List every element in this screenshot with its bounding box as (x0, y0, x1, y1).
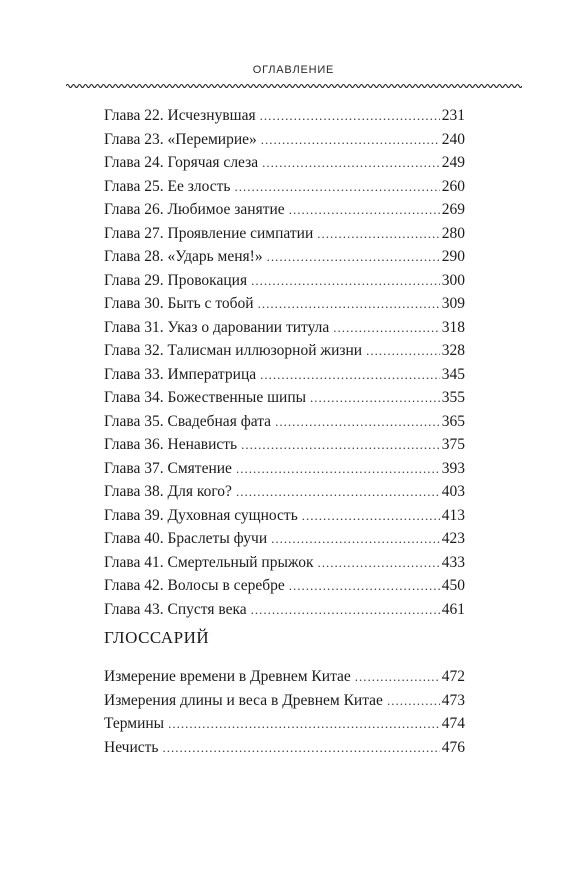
entry-title: Глава 32. Талисман иллюзорной жизни (104, 342, 363, 359)
dot-leader (251, 598, 440, 622)
dot-leader (310, 386, 440, 410)
toc-chapter-entry (104, 504, 465, 528)
entry-page-number: 474 (441, 715, 465, 732)
entry-title: Измерение времени в Древнем Китае (104, 668, 351, 685)
entry-title: Глава 41. Смертельный прыжок (104, 553, 314, 571)
toc-chapter-entry (104, 433, 465, 457)
entry-page-number: 355 (441, 389, 465, 406)
dot-leader (258, 292, 440, 316)
entry-title: Глава 43. Спустя века (104, 600, 247, 618)
entry-title: Глава 23. «Перемирие» (104, 130, 257, 148)
toc-chapter-entry (104, 339, 465, 363)
entry-page-number: 300 (441, 271, 465, 289)
entry-title: Глава 28. «Ударь меня!» (104, 248, 263, 265)
dot-leader (236, 480, 440, 504)
dot-leader (289, 198, 440, 222)
entry-page-number: 290 (441, 248, 465, 265)
dot-leader (163, 736, 440, 760)
entry-page-number: 413 (441, 506, 465, 524)
entry-title: Глава 24. Горячая слеза (104, 154, 259, 171)
running-head: ОГЛАВЛЕНИЕ (252, 64, 335, 76)
wavy-divider (66, 81, 522, 91)
entry-page-number: 231 (441, 107, 465, 124)
entry-page-number: 365 (441, 412, 465, 430)
entry-page-number: 393 (441, 459, 465, 477)
toc-chapter-entry (104, 574, 465, 598)
entry-title: Глава 31. Указ о даровании титула (104, 318, 330, 336)
entry-page-number: 240 (441, 130, 465, 148)
toc-chapter-entry (104, 410, 465, 434)
entry-page-number: 476 (441, 738, 465, 756)
toc-chapter-entry (104, 386, 465, 410)
entry-title: Глава 27. Проявление симпатии (104, 224, 314, 242)
entry-title: Глава 26. Любимое занятие (104, 201, 285, 218)
entry-title: Глава 33. Императрица (104, 365, 257, 383)
toc-chapter-entry (104, 222, 465, 246)
toc-chapter-entry (104, 269, 465, 293)
dot-leader (355, 665, 440, 689)
dot-leader (387, 689, 440, 713)
dot-leader (289, 574, 440, 598)
toc-chapter-entry (104, 551, 465, 575)
entry-page-number: 260 (441, 177, 465, 195)
entry-page-number: 280 (441, 224, 465, 242)
toc-chapter-list (104, 104, 465, 621)
toc-chapter-entry (104, 363, 465, 387)
dot-leader (261, 128, 440, 152)
toc-chapter-entry (104, 198, 465, 222)
dot-leader (267, 245, 440, 269)
entry-title: Глава 38. Для кого? (104, 483, 232, 500)
entry-page-number: 403 (441, 483, 465, 500)
toc-chapter-entry (104, 457, 465, 481)
dot-leader (271, 527, 440, 551)
entry-title: Измерения длины и веса в Древнем Китае (104, 691, 383, 709)
dot-leader (168, 712, 440, 736)
dot-leader (366, 339, 440, 363)
toc-chapter-entry (104, 292, 465, 316)
toc-chapter-entry (104, 316, 465, 340)
entry-page-number: 450 (441, 577, 465, 594)
entry-page-number: 473 (441, 691, 465, 709)
toc-glossary-entry (104, 736, 465, 760)
entry-page-number: 318 (441, 318, 465, 336)
toc-chapter-entry (104, 480, 465, 504)
toc-chapter-entry (104, 151, 465, 175)
entry-page-number: 269 (441, 201, 465, 218)
entry-page-number: 249 (441, 154, 465, 171)
entry-page-number: 472 (441, 668, 465, 685)
entry-title: Глава 39. Духовная сущность (104, 506, 298, 524)
entry-page-number: 345 (441, 365, 465, 383)
entry-title: Глава 40. Браслеты фучи (104, 530, 268, 547)
dot-leader (260, 104, 440, 128)
entry-page-number: 461 (441, 600, 465, 618)
entry-page-number: 309 (441, 295, 465, 312)
entry-page-number: 433 (441, 553, 465, 571)
entry-page-number: 423 (441, 530, 465, 547)
glossary-heading: ГЛОССАРИЙ (104, 628, 210, 647)
dot-leader (333, 316, 439, 340)
toc-chapter-entry (104, 527, 465, 551)
dot-leader (262, 151, 440, 175)
toc-chapter-entry (104, 245, 465, 269)
dot-leader (318, 551, 440, 575)
entry-title: Глава 25. Ее злость (104, 177, 231, 195)
dot-leader (275, 410, 440, 434)
toc-glossary-entry (104, 712, 465, 736)
dot-leader (251, 269, 440, 293)
entry-title: Глава 34. Божественные шипы (104, 389, 307, 406)
entry-title: Глава 29. Провокация (104, 271, 248, 289)
entry-title: Глава 22. Исчезнувшая (104, 107, 256, 124)
dot-leader (234, 175, 439, 199)
toc-chapter-entry (104, 598, 465, 622)
dot-leader (236, 457, 440, 481)
entry-title: Глава 37. Смятение (104, 459, 232, 477)
dot-leader (260, 363, 440, 387)
entry-title: Глава 36. Ненависть (104, 436, 238, 453)
toc-chapter-entry (104, 104, 465, 128)
toc-chapter-entry (104, 128, 465, 152)
dot-leader (241, 433, 440, 457)
toc-glossary-entry (104, 665, 465, 689)
entry-title: Глава 35. Свадебная фата (104, 412, 272, 430)
entry-title: Термины (104, 715, 165, 732)
entry-page-number: 328 (441, 342, 465, 359)
dot-leader (302, 504, 440, 528)
toc-glossary-entry (104, 689, 465, 713)
entry-title: Нечисть (104, 738, 159, 756)
entry-title: Глава 30. Быть с тобой (104, 295, 254, 312)
toc-chapter-entry (104, 175, 465, 199)
toc-glossary-list (104, 665, 465, 759)
entry-page-number: 375 (441, 436, 465, 453)
dot-leader (317, 222, 440, 246)
entry-title: Глава 42. Волосы в серебре (104, 577, 285, 594)
